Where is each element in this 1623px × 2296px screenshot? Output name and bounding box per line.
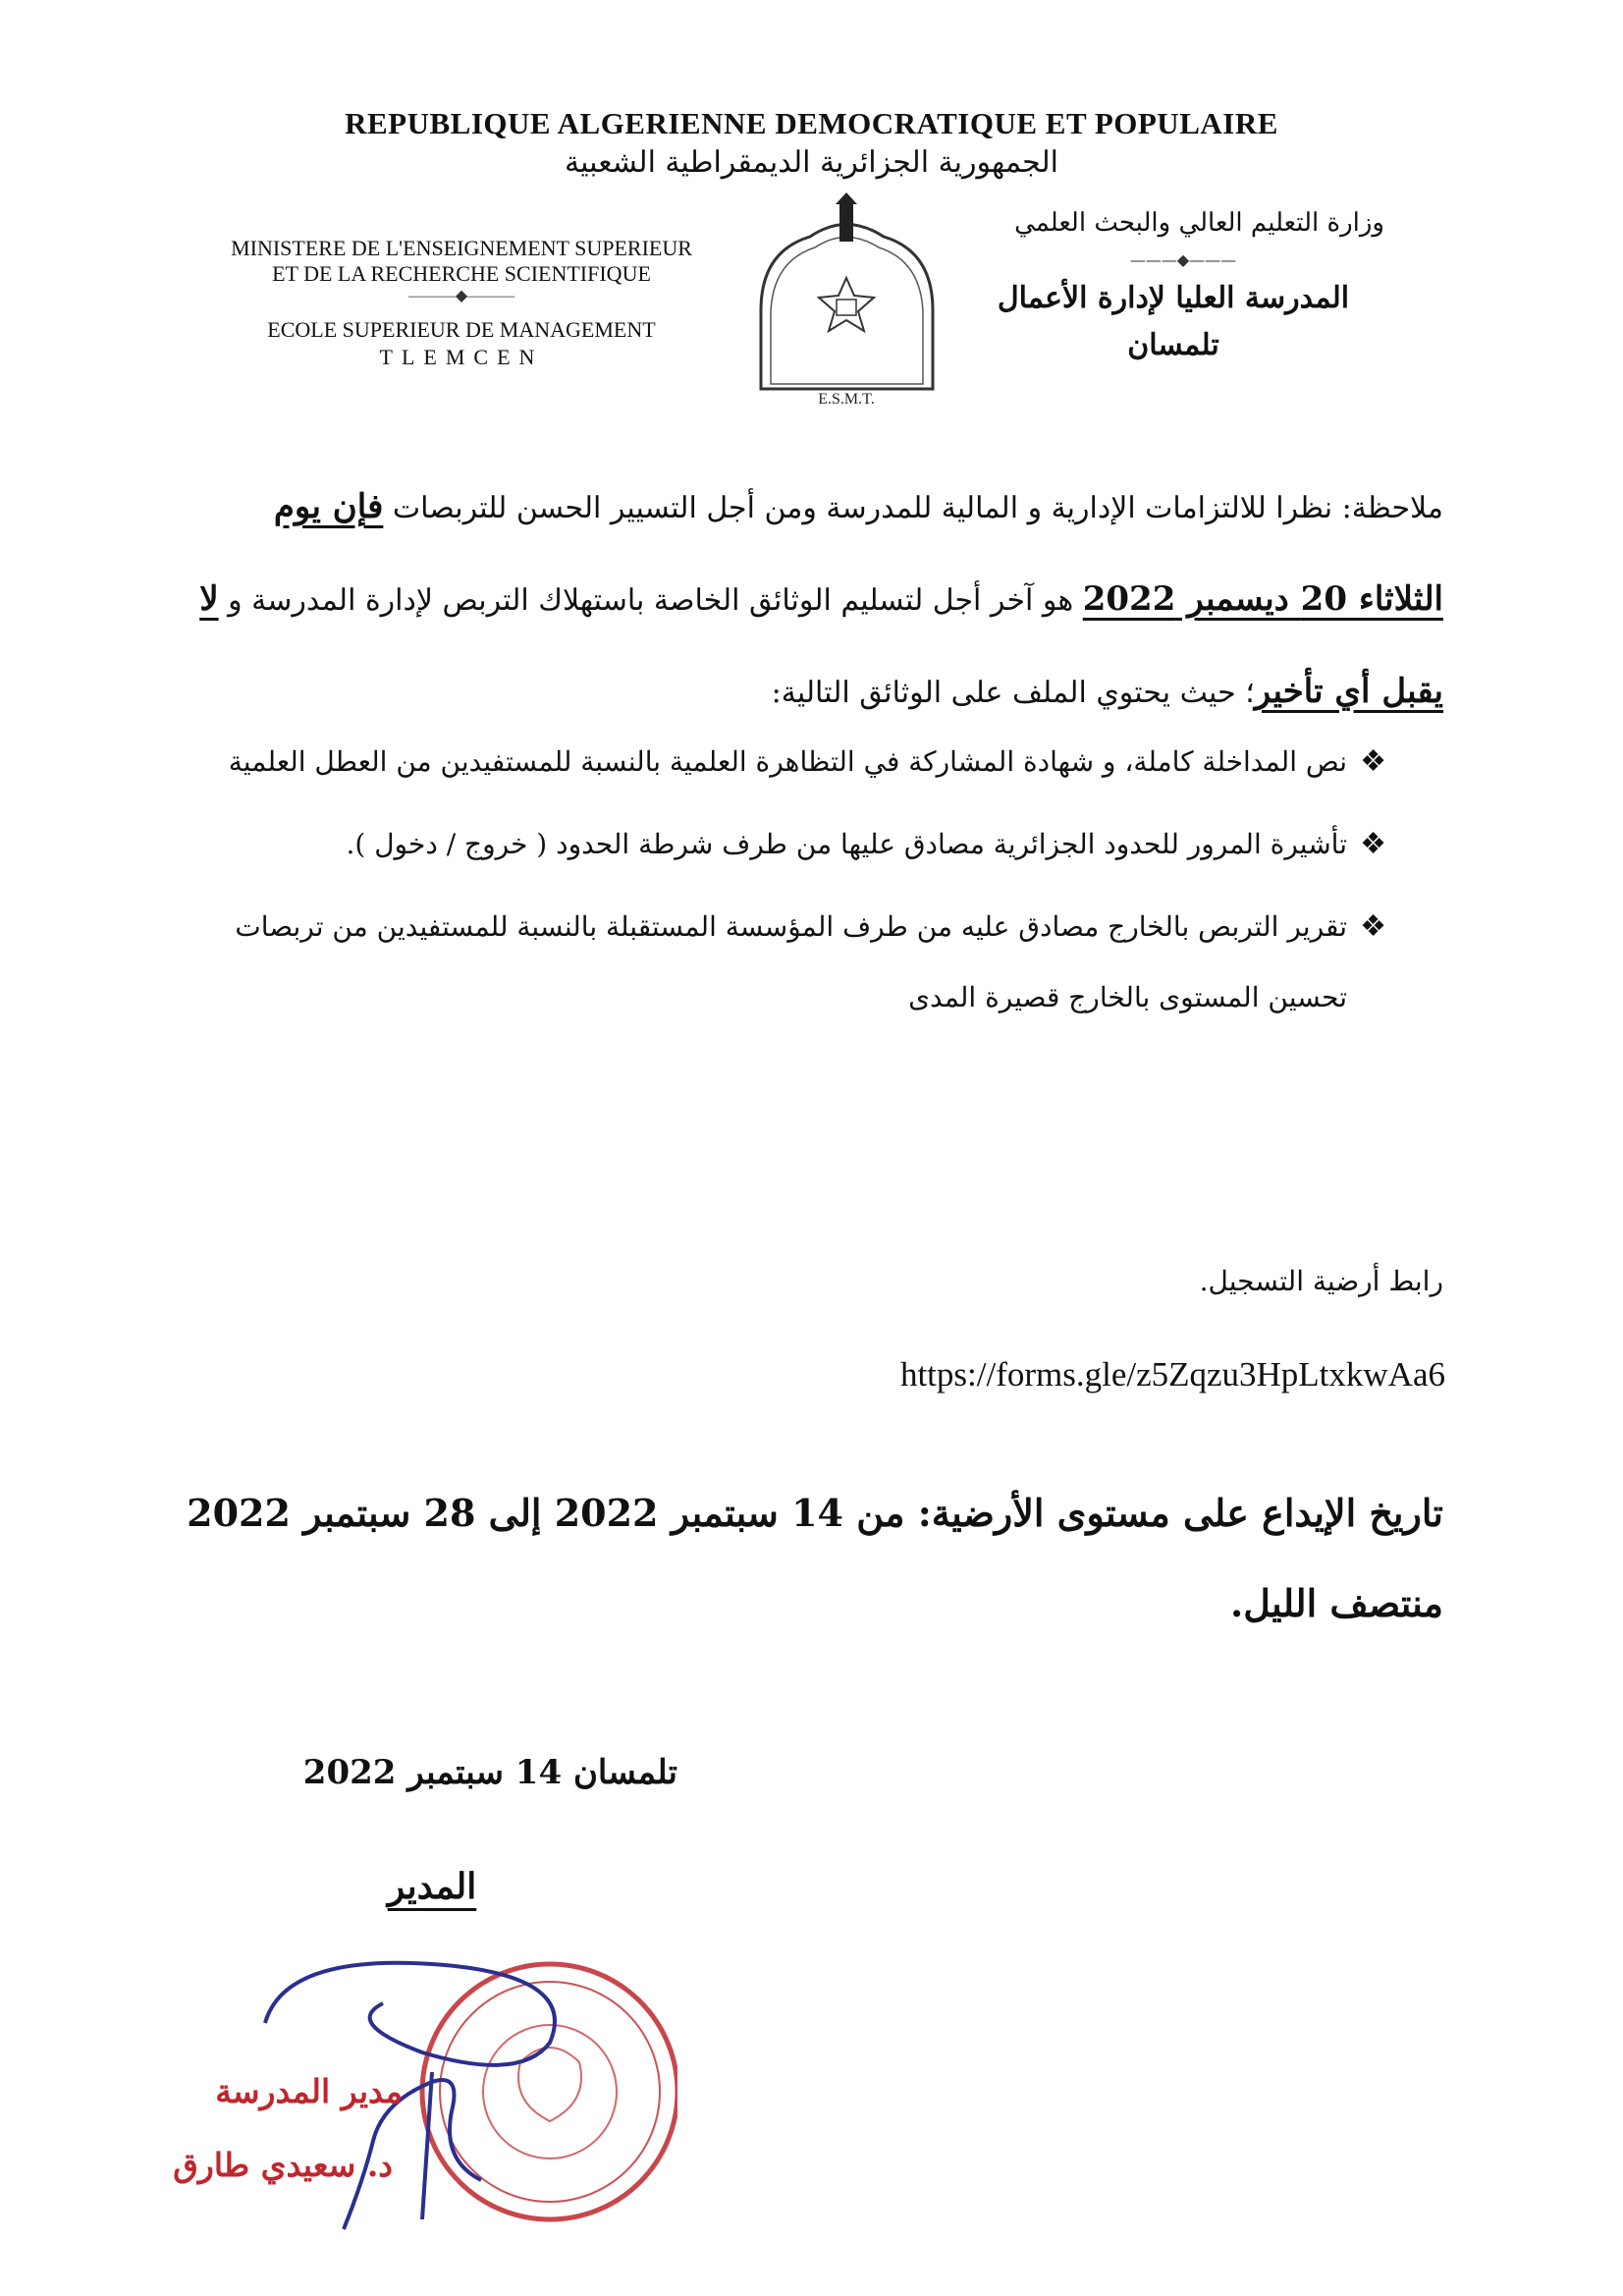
ornament-divider: ———◆———: [407, 288, 515, 304]
school-name-ar: المدرسة العليا لإدارة الأعمال: [997, 281, 1350, 315]
document-item-text: تأشيرة المرور للحدود الجزائرية مصادق عليها من طرف شرطة الحدود ( خروج / دخول ).: [346, 828, 1347, 860]
city-ar: تلمسان: [1127, 328, 1219, 362]
list-item: [187, 892, 1386, 1033]
registration-label: رابط أرضية التسجيل.: [1199, 1265, 1443, 1297]
deposit-period: تاريخ الإيداع على مستوى الأرضية: من 14 سبتمبر 2022 إلى 28 سبتمبر 2022 منتصف الليل.: [187, 1491, 1443, 1625]
document-item-text: تقرير التربص بالخارج مصادق عليه من طرف المؤسسة المستقبلة بالنسبة للمستفيدين من تربصات تحسين المستوى بالخارج قصيرة المدى: [235, 910, 1347, 1013]
school-ar: [962, 275, 1384, 369]
school-fr: [187, 316, 736, 371]
notice-no-delay: لا يقبل أي تأخير: [199, 579, 1443, 711]
notice-deadline: فإن يوم الثلاثاء 20 ديسمبر 2022: [273, 487, 1443, 619]
notice-middle: هو آخر أجل لتسليم الوثائق الخاصة باستهلاك التربص لإدارة المدرسة و: [218, 583, 1083, 618]
republic-title-fr: REPUBLIQUE ALGERIENNE DEMOCRATIQUE ET POPULAIRE: [345, 106, 1278, 140]
ornament-divider-ar: ———◆———: [1129, 250, 1237, 269]
stamp-role: مدير المدرسة: [215, 2072, 403, 2110]
school-logo: [741, 192, 952, 409]
diamond-bullet-icon: ❖: [1360, 827, 1386, 861]
ministry-fr-line2: ET DE LA RECHERCHE SCIENTIFIQUE: [272, 261, 651, 286]
documents-list: [187, 727, 1386, 1045]
diamond-bullet-icon: ❖: [1360, 744, 1386, 779]
list-item: [187, 809, 1386, 880]
republic-title-ar: الجمهورية الجزائرية الديمقراطية الشعبية: [565, 145, 1058, 180]
notice-paragraph: [187, 462, 1443, 738]
document-item-text: نص المداخلة كاملة، و شهادة المشاركة في التظاهرة العلمية بالنسبة للمستفيدين من العطل العلمية: [228, 745, 1347, 778]
stamp-name: د. سعيدي طارق: [173, 2146, 393, 2184]
school-name-fr: ECOLE SUPERIEUR DE MANAGEMENT: [267, 317, 656, 342]
city-fr: TLEMCEN: [379, 345, 544, 369]
place-date: تلمسان 14 سبتمبر 2022: [302, 1753, 677, 1792]
ministry-fr-line1: MINISTERE DE L'ENSEIGNEMENT SUPERIEUR: [231, 236, 692, 260]
logo-text: E.S.M.T.: [818, 391, 875, 408]
notice-end: ؛ حيث يحتوي الملف على الوثائق التالية:: [771, 676, 1255, 710]
ministry-ar: وزارة التعليم العالي والبحث العلمي: [1014, 208, 1384, 238]
diamond-bullet-icon: ❖: [1360, 909, 1386, 944]
registration-link[interactable]: https://forms.gle/z5Zqzu3HpLtxkwAa6: [899, 1355, 1445, 1394]
director-title: المدير: [387, 1866, 477, 1907]
list-item: [187, 727, 1386, 797]
notice-intro: ملاحظة: نظرا للالتزامات الإدارية و المالية للمدرسة ومن أجل التسيير الحسن للتربصات: [383, 491, 1443, 525]
ministry-fr: [187, 236, 736, 306]
